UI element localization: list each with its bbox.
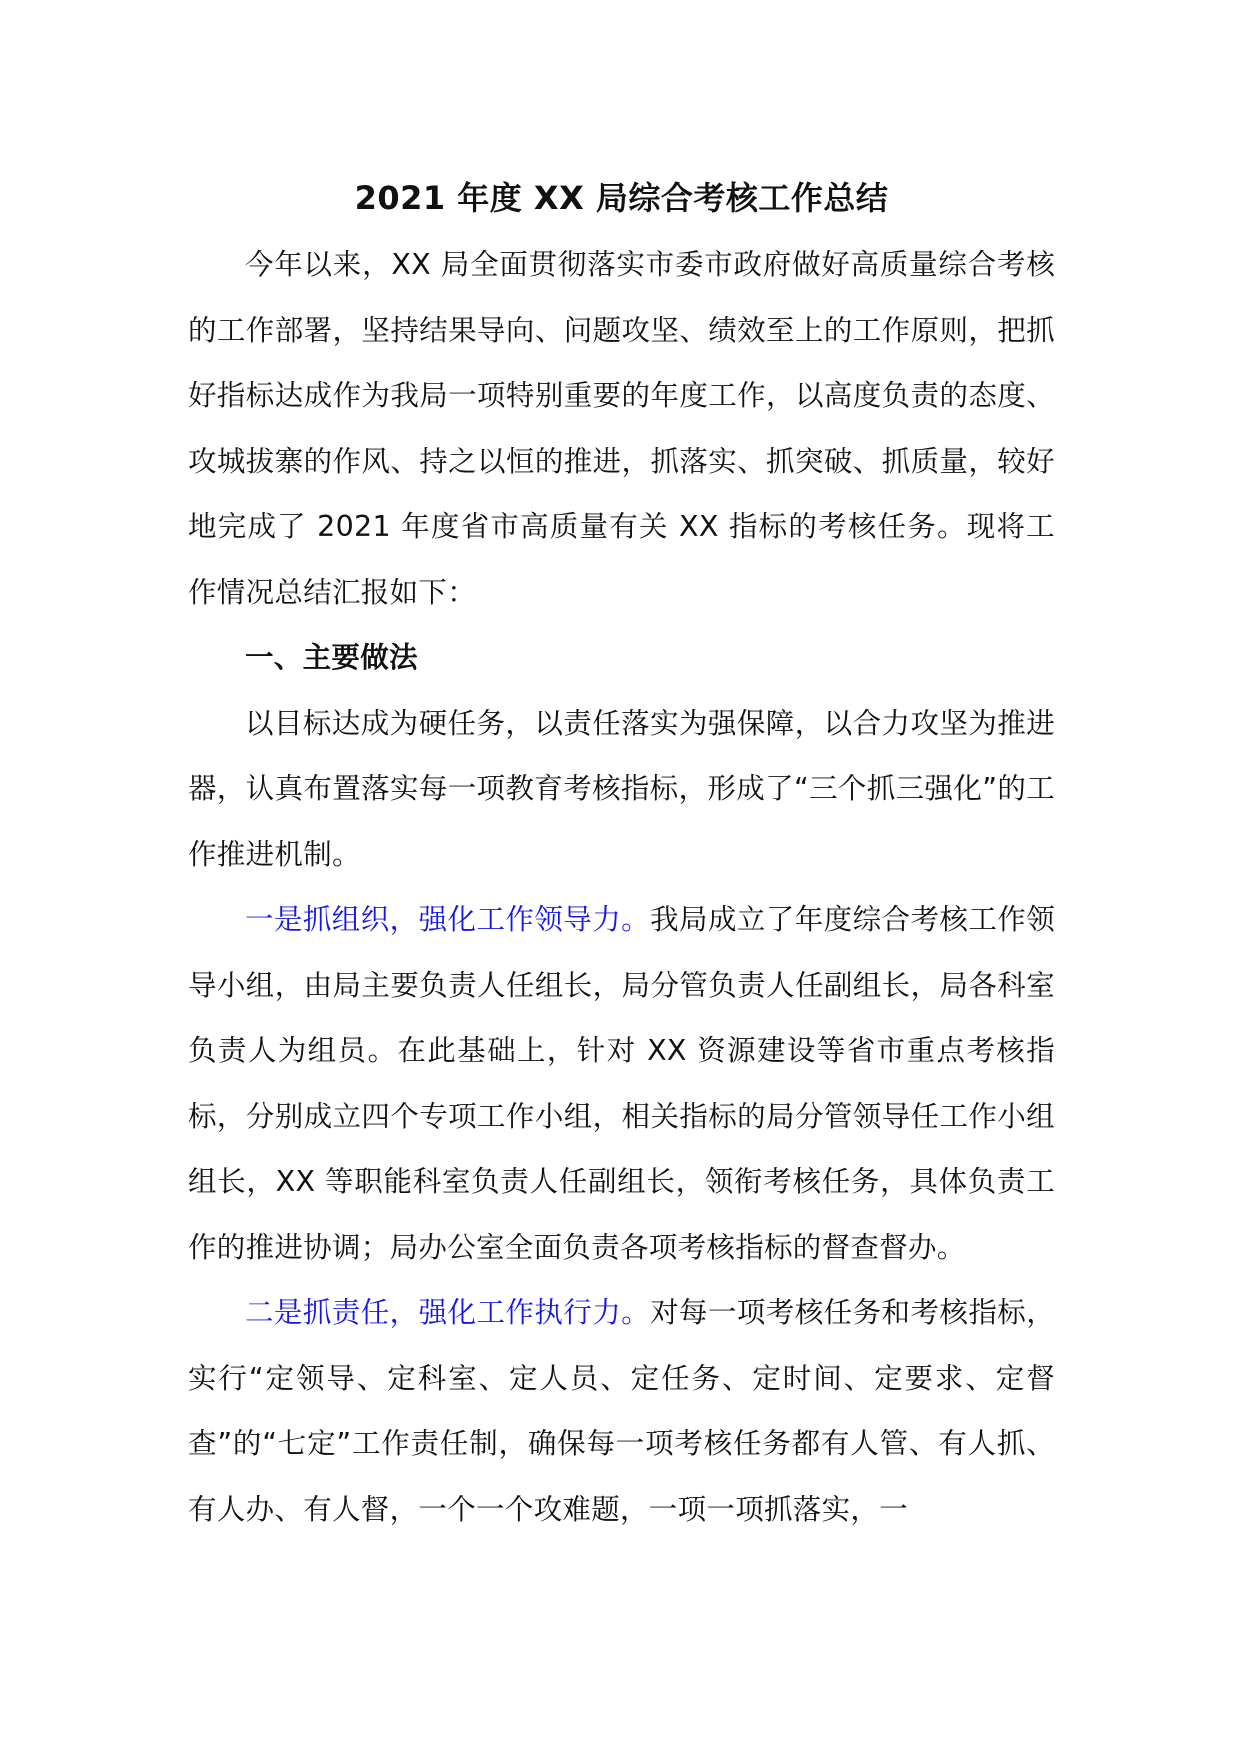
section-heading-main-practices: 一、主要做法	[245, 641, 418, 674]
point-two-lead: 二是抓责任，强化工作执行力。	[245, 1296, 651, 1329]
document-page	[188, 0, 1055, 1754]
document-body	[188, 232, 1055, 1542]
point-two-paragraph	[188, 1280, 1055, 1542]
document-title: 2021 年度 XX 局综合考核工作总结	[354, 179, 889, 217]
point-one-lead: 一是抓组织，强化工作领导力。	[245, 903, 651, 936]
point-one-paragraph	[188, 887, 1055, 1280]
point-two-text: 对每一项考核任务和考核指标，实行“定领导、定科室、定人员、定任务、定时间、定要求、定督查”的“七定”工作责任制，确保每一项考核任务都有人管、有人抓、有人办、有人督，一个一个攻难题，一项一项抓落实，一	[188, 1296, 1056, 1526]
section-intro-paragraph: 以目标达成为硬任务，以责任落实为强保障，以合力攻坚为推进器，认真布置落实每一项教育考核指标，形成了“三个抓三强化”的工作推进机制。	[188, 706, 1055, 871]
intro-paragraph: 今年以来，XX 局全面贯彻落实市委市政府做好高质量综合考核的工作部署，坚持结果导向、问题攻坚、绩效至上的工作原则，把抓好指标达成作为我局一项特别重要的年度工作，以高度负责的态度、攻城拔寨的作风、持之以恒的推进，抓落实、抓突破、抓质量，较好地完成了 2021 年度省市高质量有关 XX 指标的考核任务。现将工作情况总结汇报如下：	[188, 248, 1055, 609]
point-one-text: 我局成立了年度综合考核工作领导小组，由局主要负责人任组长，局分管负责人任副组长，局各科室负责人为组员。在此基础上，针对 XX 资源建设等省市重点考核指标，分别成立四个专项工作小组，相关指标的局分管领导任工作小组组长，XX 等职能科室负责人任副组长，领衔考核任务，具体负责工作的推进协调；局办公室全面负责各项考核指标的督查督办。	[188, 903, 1056, 1264]
